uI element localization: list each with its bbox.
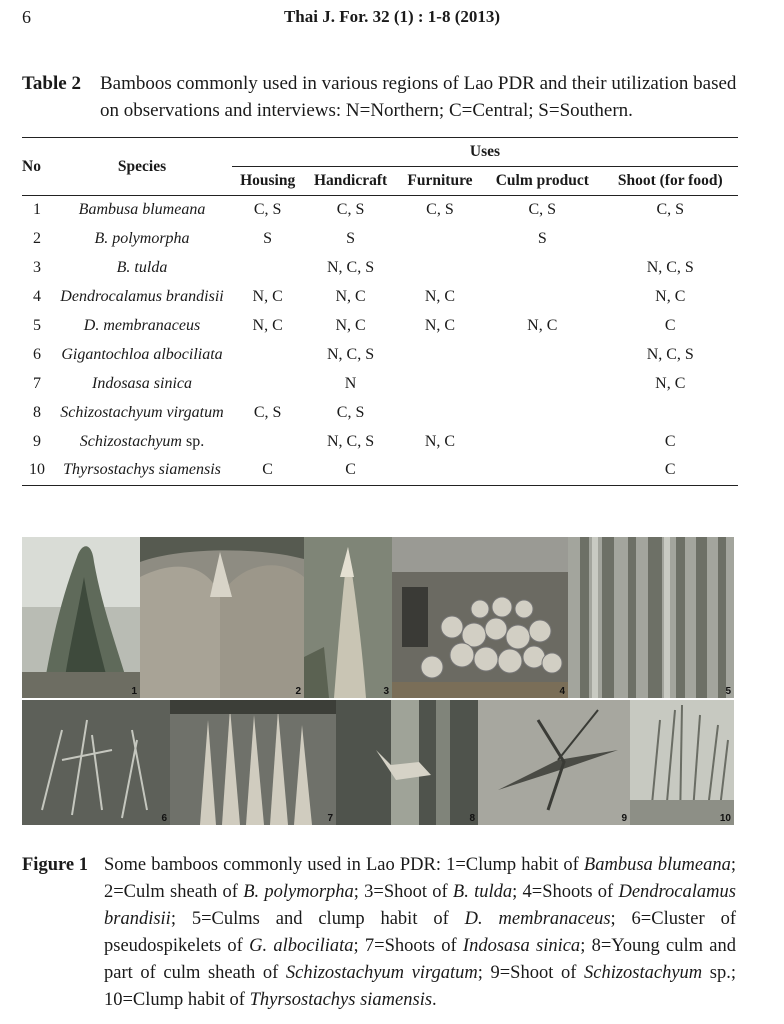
use-cell-housing: C, S (253, 403, 282, 421)
use-cell-furniture (398, 456, 482, 485)
use-cell-shoot (603, 225, 738, 254)
use-cell-housing: N, C (252, 288, 283, 306)
figure-label: Figure 1 (22, 855, 88, 875)
use-cell-housing: N, C (252, 317, 283, 334)
use-cell-handicraft: C, S (336, 403, 365, 421)
use-cell-handicraft: N (344, 374, 357, 392)
use-cell-culm (482, 283, 602, 312)
use-cell-furniture (398, 254, 482, 283)
use-cell-shoot: C, S (656, 201, 685, 219)
use-cell-furniture: N, C (424, 317, 456, 334)
pseudospikelets-image (22, 700, 170, 825)
col-header-uses: Uses (232, 138, 738, 167)
photo-number: 1 (131, 686, 137, 697)
photo-number: 3 (383, 686, 389, 697)
use-cell-shoot: N, C, S (646, 345, 694, 363)
use-cell-shoot (603, 398, 738, 427)
table-caption-text: Bamboos commonly used in various regions of Lao PDR and their utilization based on observations and interviews: N=Northern; C=Central; S=Southern. (100, 73, 737, 121)
table-row (22, 283, 738, 312)
culm-sheath-image (140, 537, 304, 698)
col-header-furniture: Furniture (398, 167, 482, 196)
use-cell-handicraft: C, S (336, 201, 365, 219)
use-cell-furniture (398, 369, 482, 398)
young-culm-image (336, 700, 478, 825)
use-cell-shoot: C (664, 432, 676, 450)
table-row (22, 254, 738, 283)
species-name: Gigantochloa albociliata (61, 345, 223, 363)
row-number: 5 (33, 317, 41, 334)
col-header-culm-product: Culm product (482, 167, 602, 196)
photo-5-culms (568, 537, 734, 698)
table-row (22, 340, 738, 369)
table-label: Table 2 (22, 73, 81, 94)
photo-2-culm-sheath (140, 537, 304, 698)
species-name: B. tulda (116, 259, 168, 277)
figure-caption-text: Some bamboos commonly used in Lao PDR: 1=Clump habit of Bambusa blumeana; 2=Culm sheath of B. polymorpha; 3=Shoot of B. tulda; 4=Shoots of Dendrocalamus brandisii; 5=Culms and clump habit of D. membranaceus; 6=Cluster of pseudospikelets of G. albociliata; 7=Shoots of Indosasa sinica; 8=Young culm and part of culm sheath of Schizostachyum virgatum; 9=Shoot of Schizostachyum sp.; 10=Clump habit of Thyrsostachys siamensis. (104, 855, 737, 1010)
use-cell-culm (482, 398, 602, 427)
photo-number: 7 (327, 813, 333, 824)
photo-number: 9 (621, 813, 627, 824)
use-cell-culm (482, 369, 602, 398)
row-number: 3 (33, 259, 41, 277)
species-name: Schizostachyum virgatum (60, 403, 224, 421)
use-cell-housing: S (263, 230, 273, 248)
bamboo-uses-table (22, 137, 738, 486)
use-cell-housing: C (232, 456, 303, 485)
species-name: D. membranaceus (83, 317, 201, 334)
table-row (22, 312, 738, 341)
use-cell-furniture: N, C (424, 432, 456, 450)
journal-citation: Thai J. For. 32 (1) : 1-8 (2013) (283, 7, 501, 26)
use-cell-handicraft: N, C, S (327, 345, 375, 363)
photo-9-shoot (478, 700, 630, 825)
clump-habit-image (22, 537, 140, 698)
use-cell-shoot: N, C, S (646, 259, 694, 277)
use-cell-culm: C, S (528, 201, 557, 219)
use-cell-culm (482, 427, 602, 456)
use-cell-culm (482, 254, 602, 283)
photo-3-shoot (304, 537, 392, 698)
row-number: 10 (22, 456, 52, 485)
species-name: Dendrocalamus brandisii (60, 288, 224, 306)
use-cell-shoot: N, C (655, 374, 686, 392)
col-header-species: Species (52, 138, 232, 196)
table-row (22, 369, 738, 398)
col-header-shoot: Shoot (for food) (603, 167, 738, 196)
shoot-detail-image (478, 700, 630, 825)
figure-caption (22, 852, 736, 1014)
table-row (22, 225, 738, 254)
table-row (22, 456, 738, 485)
photo-6-pseudospikelets (22, 700, 170, 825)
shoots-market-image (392, 537, 568, 698)
use-cell-housing (232, 254, 303, 283)
row-number: 6 (33, 345, 41, 363)
table-row (22, 196, 738, 225)
row-number: 7 (33, 374, 41, 392)
photo-number: 6 (161, 813, 167, 824)
species-name: Bambusa blumeana (78, 201, 206, 219)
page-header (22, 7, 762, 29)
use-cell-housing (232, 340, 303, 369)
use-cell-handicraft: N, C (335, 288, 366, 306)
use-cell-shoot: C (603, 456, 738, 485)
use-cell-handicraft: C (303, 456, 398, 485)
photo-number: 5 (725, 686, 731, 697)
use-cell-furniture (398, 398, 482, 427)
use-cell-culm: S (537, 230, 547, 248)
table-body (22, 196, 738, 486)
table-caption (22, 70, 738, 124)
row-number: 1 (33, 201, 41, 219)
photo-7-shoots (170, 700, 336, 825)
figure-1-photo-grid (22, 537, 734, 825)
shoots-bundle-image (170, 700, 336, 825)
page-number: 6 (22, 7, 31, 27)
use-cell-handicraft: N, C, S (327, 432, 375, 450)
photo-number: 2 (295, 686, 301, 697)
row-number: 8 (33, 403, 41, 421)
clump-habit-2-image (630, 700, 734, 825)
use-cell-furniture: C, S (426, 201, 454, 219)
table-row (22, 427, 738, 456)
photo-4-shoots-market (392, 537, 568, 698)
species-name: Schizostachyum sp. (79, 432, 205, 450)
use-cell-furniture: N, C (424, 288, 456, 306)
photo-number: 8 (469, 813, 475, 824)
use-cell-housing (232, 427, 303, 456)
col-header-handicraft: Handicraft (303, 167, 398, 196)
photo-10-clump-habit (630, 700, 734, 825)
photo-number: 10 (719, 813, 731, 824)
row-number: 9 (33, 432, 41, 450)
use-cell-shoot: N, C (655, 288, 686, 306)
use-cell-handicraft: N, C, S (327, 259, 375, 277)
col-header-no: No (22, 138, 52, 196)
table-row (22, 398, 738, 427)
species-name: Thyrsostachys siamensis (52, 456, 232, 485)
culms-image (568, 537, 734, 698)
use-cell-housing: C, S (253, 201, 282, 219)
row-number: 2 (33, 230, 41, 248)
use-cell-handicraft: S (346, 230, 356, 248)
species-name: B. polymorpha (94, 230, 190, 248)
use-cell-furniture (398, 225, 482, 254)
use-cell-handicraft: N, C (335, 317, 366, 334)
photo-number: 4 (559, 686, 565, 697)
use-cell-furniture (398, 340, 482, 369)
species-name: Indosasa sinica (92, 374, 192, 392)
photo-8-young-culm (336, 700, 478, 825)
col-header-housing: Housing (232, 167, 303, 196)
use-cell-shoot: C (664, 317, 676, 334)
use-cell-culm (482, 340, 602, 369)
use-cell-culm (482, 456, 602, 485)
shoot-image (304, 537, 392, 698)
photo-1-clump-habit (22, 537, 140, 698)
row-number: 4 (33, 288, 41, 306)
use-cell-housing (232, 369, 303, 398)
use-cell-culm: N, C (527, 317, 558, 334)
